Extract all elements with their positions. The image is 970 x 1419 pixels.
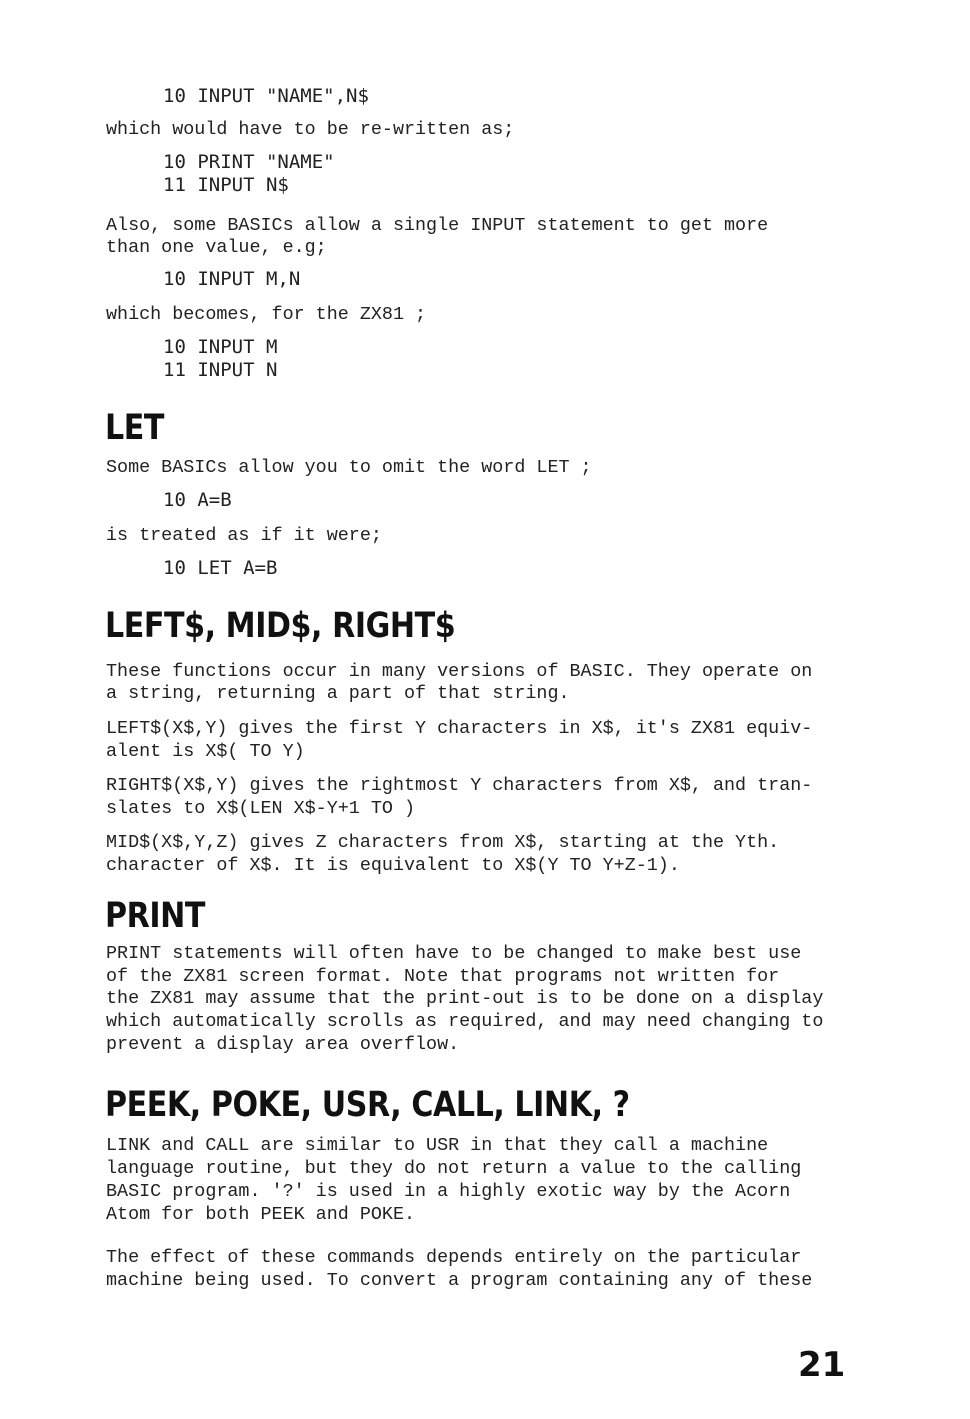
body-text: which becomes, for the ZX81 ; (106, 304, 427, 325)
code-line: 10 LET A=B (163, 557, 278, 579)
body-text: Some BASICs allow you to omit the word LET ; (106, 457, 592, 478)
body-text: which automatically scrolls as required, and may need changing to (106, 1011, 824, 1032)
body-text: alent is X$( TO Y) (106, 741, 305, 762)
body-text: Also, some BASICs allow a single INPUT statement to get more (106, 215, 769, 236)
section-heading-let: LET (105, 408, 164, 448)
body-text: of the ZX81 screen format. Note that programs not written for (106, 966, 780, 987)
code-line: 10 A=B (163, 489, 232, 511)
code-line: 10 INPUT M,N (163, 268, 301, 290)
section-heading-strings: LEFT$, MID$, RIGHT$ (105, 606, 456, 646)
code-line: 10 INPUT M (163, 336, 278, 358)
code-line: 11 INPUT N$ (163, 174, 289, 196)
body-text: which would have to be re-written as; (106, 119, 515, 140)
body-text: than one value, e.g; (106, 237, 327, 258)
body-text: BASIC program. '?' is used in a highly exotic way by the Acorn (106, 1181, 791, 1202)
body-text: is treated as if it were; (106, 525, 382, 546)
body-text: RIGHT$(X$,Y) gives the rightmost Y characters from X$, and tran- (106, 775, 813, 796)
section-heading-peek-poke: PEEK, POKE, USR, CALL, LINK, ? (105, 1085, 630, 1125)
body-text: language routine, but they do not return a value to the calling (106, 1158, 802, 1179)
body-text: LINK and CALL are similar to USR in that they call a machine (106, 1135, 769, 1156)
body-text: These functions occur in many versions of BASIC. They operate on (106, 661, 813, 682)
body-text: prevent a display area overflow. (106, 1034, 460, 1055)
body-text: a string, returning a part of that string. (106, 683, 570, 704)
body-text: the ZX81 may assume that the print-out is to be done on a display (106, 988, 824, 1009)
body-text: character of X$. It is equivalent to X$(Y TO Y+Z-1). (106, 855, 680, 876)
code-line: 10 INPUT "NAME",N$ (163, 85, 369, 107)
section-heading-print: PRINT (105, 896, 206, 936)
body-text: LEFT$(X$,Y) gives the first Y characters in X$, it's ZX81 equiv- (106, 718, 813, 739)
body-text: machine being used. To convert a program containing any of these (106, 1270, 813, 1291)
body-text: slates to X$(LEN X$-Y+1 TO ) (106, 798, 416, 819)
body-text: PRINT statements will often have to be changed to make best use (106, 943, 802, 964)
code-line: 10 PRINT "NAME" (163, 151, 335, 173)
body-text: MID$(X$,Y,Z) gives Z characters from X$, starting at the Yth. (106, 832, 780, 853)
body-text: Atom for both PEEK and POKE. (106, 1204, 416, 1225)
code-line: 11 INPUT N (163, 359, 278, 381)
page-number: 21 (798, 1345, 846, 1385)
body-text: The effect of these commands depends entirely on the particular (106, 1247, 802, 1268)
